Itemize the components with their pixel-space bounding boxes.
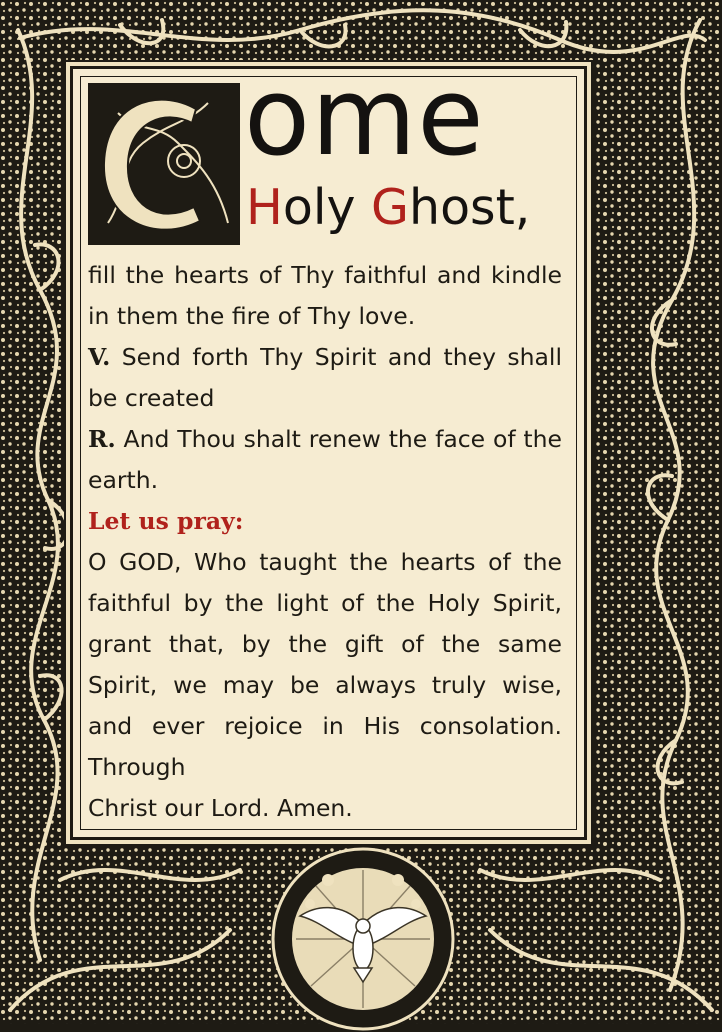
ghost-initial: G <box>371 179 410 236</box>
heading-holy-ghost <box>246 179 531 236</box>
heading-come-rest: ome <box>244 55 485 180</box>
dove-medallion-icon <box>270 846 456 1032</box>
collect-text: O GOD, Who taught the hearts of the faithful by the light of the Holy Spirit, grant that, by the gift of the same Spirit, we may be always truly wise, and ever rejoice in His consolation. Through <box>88 548 562 781</box>
response-marker: R. <box>88 425 116 453</box>
response-text: And Thou shalt renew the face of the earth. <box>88 425 562 494</box>
holy-initial: H <box>246 179 283 236</box>
holy-rest: oly <box>282 179 372 236</box>
ghost-rest: host, <box>409 179 531 236</box>
versicle-marker: V. <box>88 343 111 371</box>
response <box>88 419 562 501</box>
closing-text: Christ our Lord. Amen. <box>88 794 353 822</box>
versicle <box>88 337 562 419</box>
versicle-text: Send forth Thy Spirit and they shall be created <box>88 343 562 412</box>
opening-petition: fill the hearts of Thy faithful and kindle in them the fire of Thy love. <box>88 261 562 330</box>
illuminated-initial-c-icon <box>88 83 240 245</box>
prayer-text <box>88 255 562 829</box>
let-us-pray-heading: Let us pray: <box>88 507 244 535</box>
